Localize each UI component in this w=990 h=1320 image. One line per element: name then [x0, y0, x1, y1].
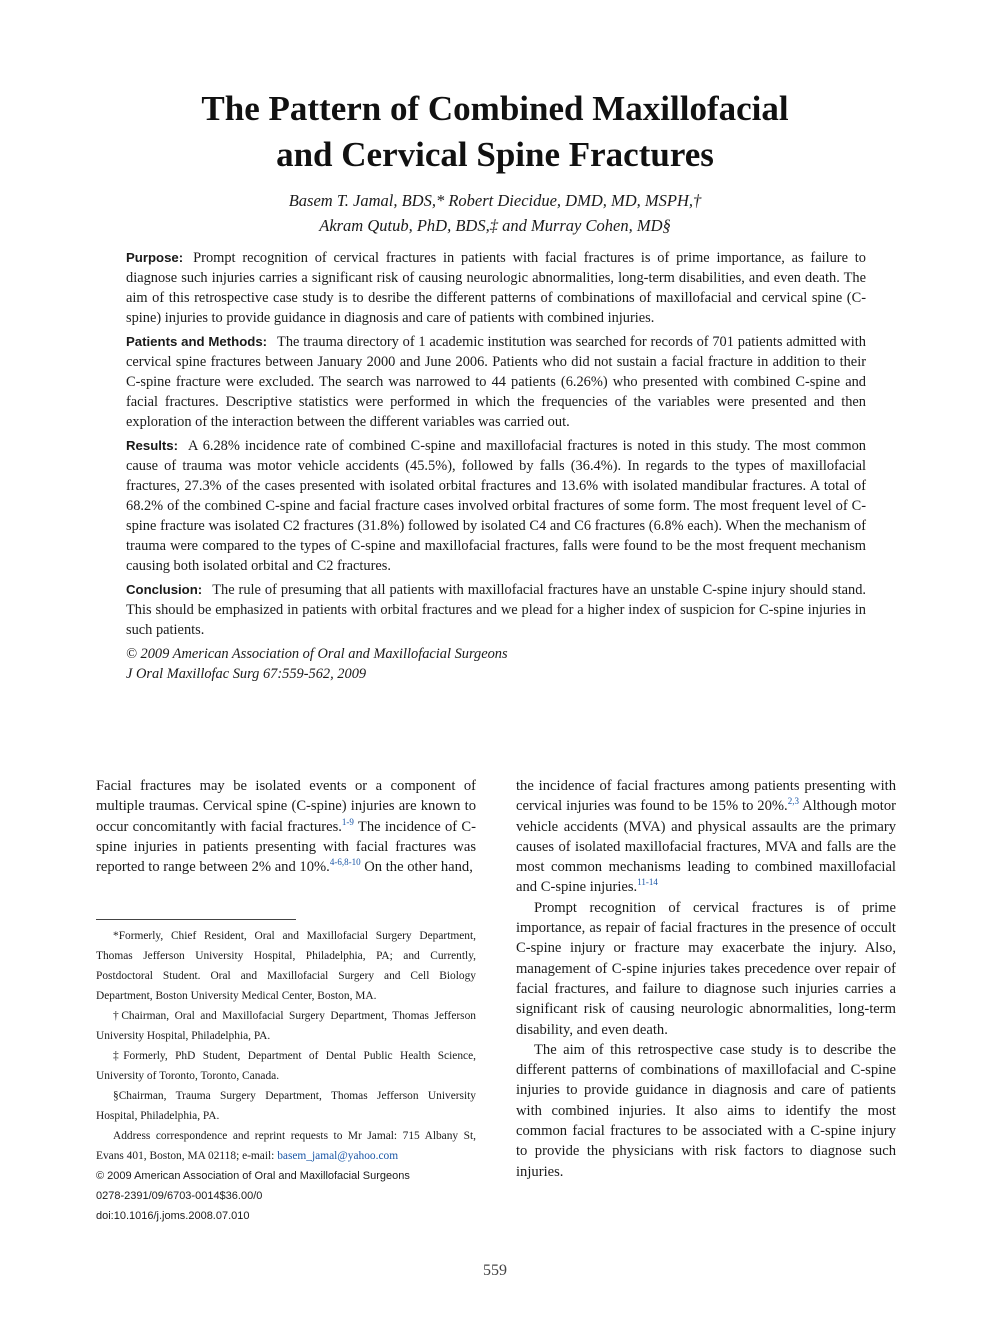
abstract-purpose [126, 248, 866, 328]
right-column [516, 776, 896, 1182]
journal-citation: J Oral Maxillofac Surg 67:559-562, 2009 [126, 666, 367, 682]
author-list [80, 188, 910, 238]
footnote-affiliation-4: §Chairman, Trauma Surgery Department, Thomas Jefferson University Hospital, Philadelphia, PA. [96, 1090, 476, 1122]
results-text: A 6.28% incidence rate of combined C-spine and maxillofacial fractures is noted in this study. The most common cause of trauma was motor vehicle accidents (45.5%), followed by falls (36.4%). In regards to the types of maxillofacial fractures, 27.3% of the cases presented with isolated orbital fractures and 13.6% with isolated mandibular fractures. A total of 68.2% of the combined C-spine and facial fracture cases involved orbital fractures of some form. The most frequent level of C-spine fracture was isolated C2 fractures (31.8%) followed by isolated C4 and C6 fractures (6.8% each). When the mechanism of trauma were compared to the types of C-spine and maxillofacial fractures, falls were found to be the most frequent mechanism causing both isolated orbital and C2 fractures. [126, 438, 866, 574]
address-text: Address correspondence and reprint requests to Mr Jamal: 715 Albany St, Evans 401, Boston, MA 02118; e-mail: [96, 1130, 476, 1162]
abstract-copyright: © 2009 American Association of Oral and Maxillofacial Surgeons [126, 646, 508, 662]
intro-text-c: On the other hand, [360, 859, 473, 876]
footnotes [96, 926, 476, 1226]
intro-paragraph-3: The aim of this retrospective case study is to describe the different patterns of combinations of maxillofacial and C-spine injuries to provide guidance in diagnosis and care of patients with combined injuries. It also aims to identify the most common facial fractures to be associated with a C-spine injury to provide the physicians with risk factors to diagnose such injuries. [516, 1041, 896, 1180]
reference-link[interactable]: 1-9 [341, 816, 354, 827]
email-link[interactable]: basem_jamal@yahoo.com [277, 1150, 399, 1162]
intro-paragraph-1 [96, 776, 476, 877]
conclusion-heading: Conclusion: [126, 582, 203, 597]
authors-line-1: Basem T. Jamal, BDS,* Robert Diecidue, DMD, MD, MSPH,† [288, 191, 702, 210]
page-number: 559 [483, 1262, 507, 1279]
title-line-1: The Pattern of Combined Maxillofacial [201, 89, 789, 128]
abstract [126, 248, 866, 684]
footnote-affiliation-2: †Chairman, Oral and Maxillofacial Surgery Department, Thomas Jefferson University Hospital, Philadelphia, PA. [96, 1010, 476, 1042]
footnote-affiliation-1: *Formerly, Chief Resident, Oral and Maxillofacial Surgery Department, Thomas Jefferson University Hospital, Philadelphia, PA; and Currently, Postdoctoral Student. Oral and Maxillofacial Surgery and Cell Biology Department, Boston University Medical Center, Boston, MA. [96, 930, 476, 1002]
footnote-affiliation-3: ‡Formerly, PhD Student, Department of Dental Public Health Science, University of Toronto, Toronto, Canada. [96, 1050, 476, 1082]
intro-paragraph-2: Prompt recognition of cervical fractures is of prime importance, as repair of facial fractures in the presence of occult C-spine injury or fracture may exacerbate the injury. Also, management of C-spine injuries takes precedence over repair of facial fractures, and failure to diagnose such injuries carries a significant risk of causing neurologic abnormalities, long-term disability, and even death. [516, 899, 896, 1038]
correspondence-address [96, 1126, 476, 1166]
footnote-divider [96, 919, 296, 920]
title-line-2: and Cervical Spine Fractures [276, 135, 714, 174]
authors-line-2: Akram Qutub, PhD, BDS,‡ and Murray Cohen, MD§ [319, 216, 671, 235]
abstract-methods [126, 332, 866, 432]
continued-text-b: Although motor vehicle accidents (MVA) and physical assaults are the primary causes of isolated maxillofacial fractures, MVA and falls are the most common mechanisms leading to combined maxillofacial and C-spine injuries. [516, 798, 897, 896]
methods-heading: Patients and Methods: [126, 334, 268, 349]
purpose-heading: Purpose: [126, 250, 184, 265]
left-column [96, 776, 476, 877]
issn-code: 0278-2391/09/6703-0014$36.00/0 [96, 1190, 263, 1202]
reference-link[interactable]: 2,3 [787, 796, 799, 807]
reference-link[interactable]: 11-14 [637, 877, 658, 888]
doi-link[interactable]: doi:10.1016/j.joms.2008.07.010 [96, 1210, 250, 1222]
abstract-results [126, 436, 866, 576]
reference-link[interactable]: 4-6,8-10 [329, 857, 361, 868]
conclusion-text: The rule of presuming that all patients with maxillofacial fractures have an unstable C-spine injury should stand. This should be emphasized in patients with orbital fractures and we plead for a higher index of suspicion for C-spine injuries in such patients. [126, 582, 866, 638]
results-heading: Results: [126, 438, 179, 453]
purpose-text: Prompt recognition of cervical fractures in patients with facial fractures is of prime importance, as failure to diagnose such injuries carries a significant risk of causing neurologic abnormalities, long-term disabilities, and even death. The aim of this retrospective case study is to desribe the different patterns of combinations of maxillofacial and cervical spine (C-spine) injuries to provide guidance in diagnosis and care of patients with combined injuries. [126, 250, 866, 326]
methods-text: The trauma directory of 1 academic institution was searched for records of 701 patients admitted with cervical spine fractures between January 2000 and June 2006. Patients who did not sustain a facial fracture in addition to their C-spine fracture were excluded. The search was narrowed to 44 patients (6.26%) who presented with combined C-spine and facial fractures. Descriptive statistics were performed in which the frequencies of the variables were presented and then exploration of the interaction between the different variables was carried out. [126, 334, 866, 430]
footnote-copyright: © 2009 American Association of Oral and Maxillofacial Surgeons [96, 1170, 410, 1182]
intro-text-a: Facial fractures may be isolated events or a component of multiple traumas. Cervical spine (C-spine) injuries are known to occur concomitantly with facial fractures. [96, 778, 476, 835]
continued-text-a: the incidence of facial fractures among patients presenting with cervical injuries was found to be 15% to 20%. [516, 778, 896, 815]
article-title [80, 86, 910, 178]
abstract-conclusion [126, 580, 866, 640]
intro-text-b: The incidence of C-spine injuries in patients presenting with facial fractures was reported to range between 2% and 10%. [96, 818, 476, 876]
intro-paragraph-1-continued [516, 776, 896, 898]
